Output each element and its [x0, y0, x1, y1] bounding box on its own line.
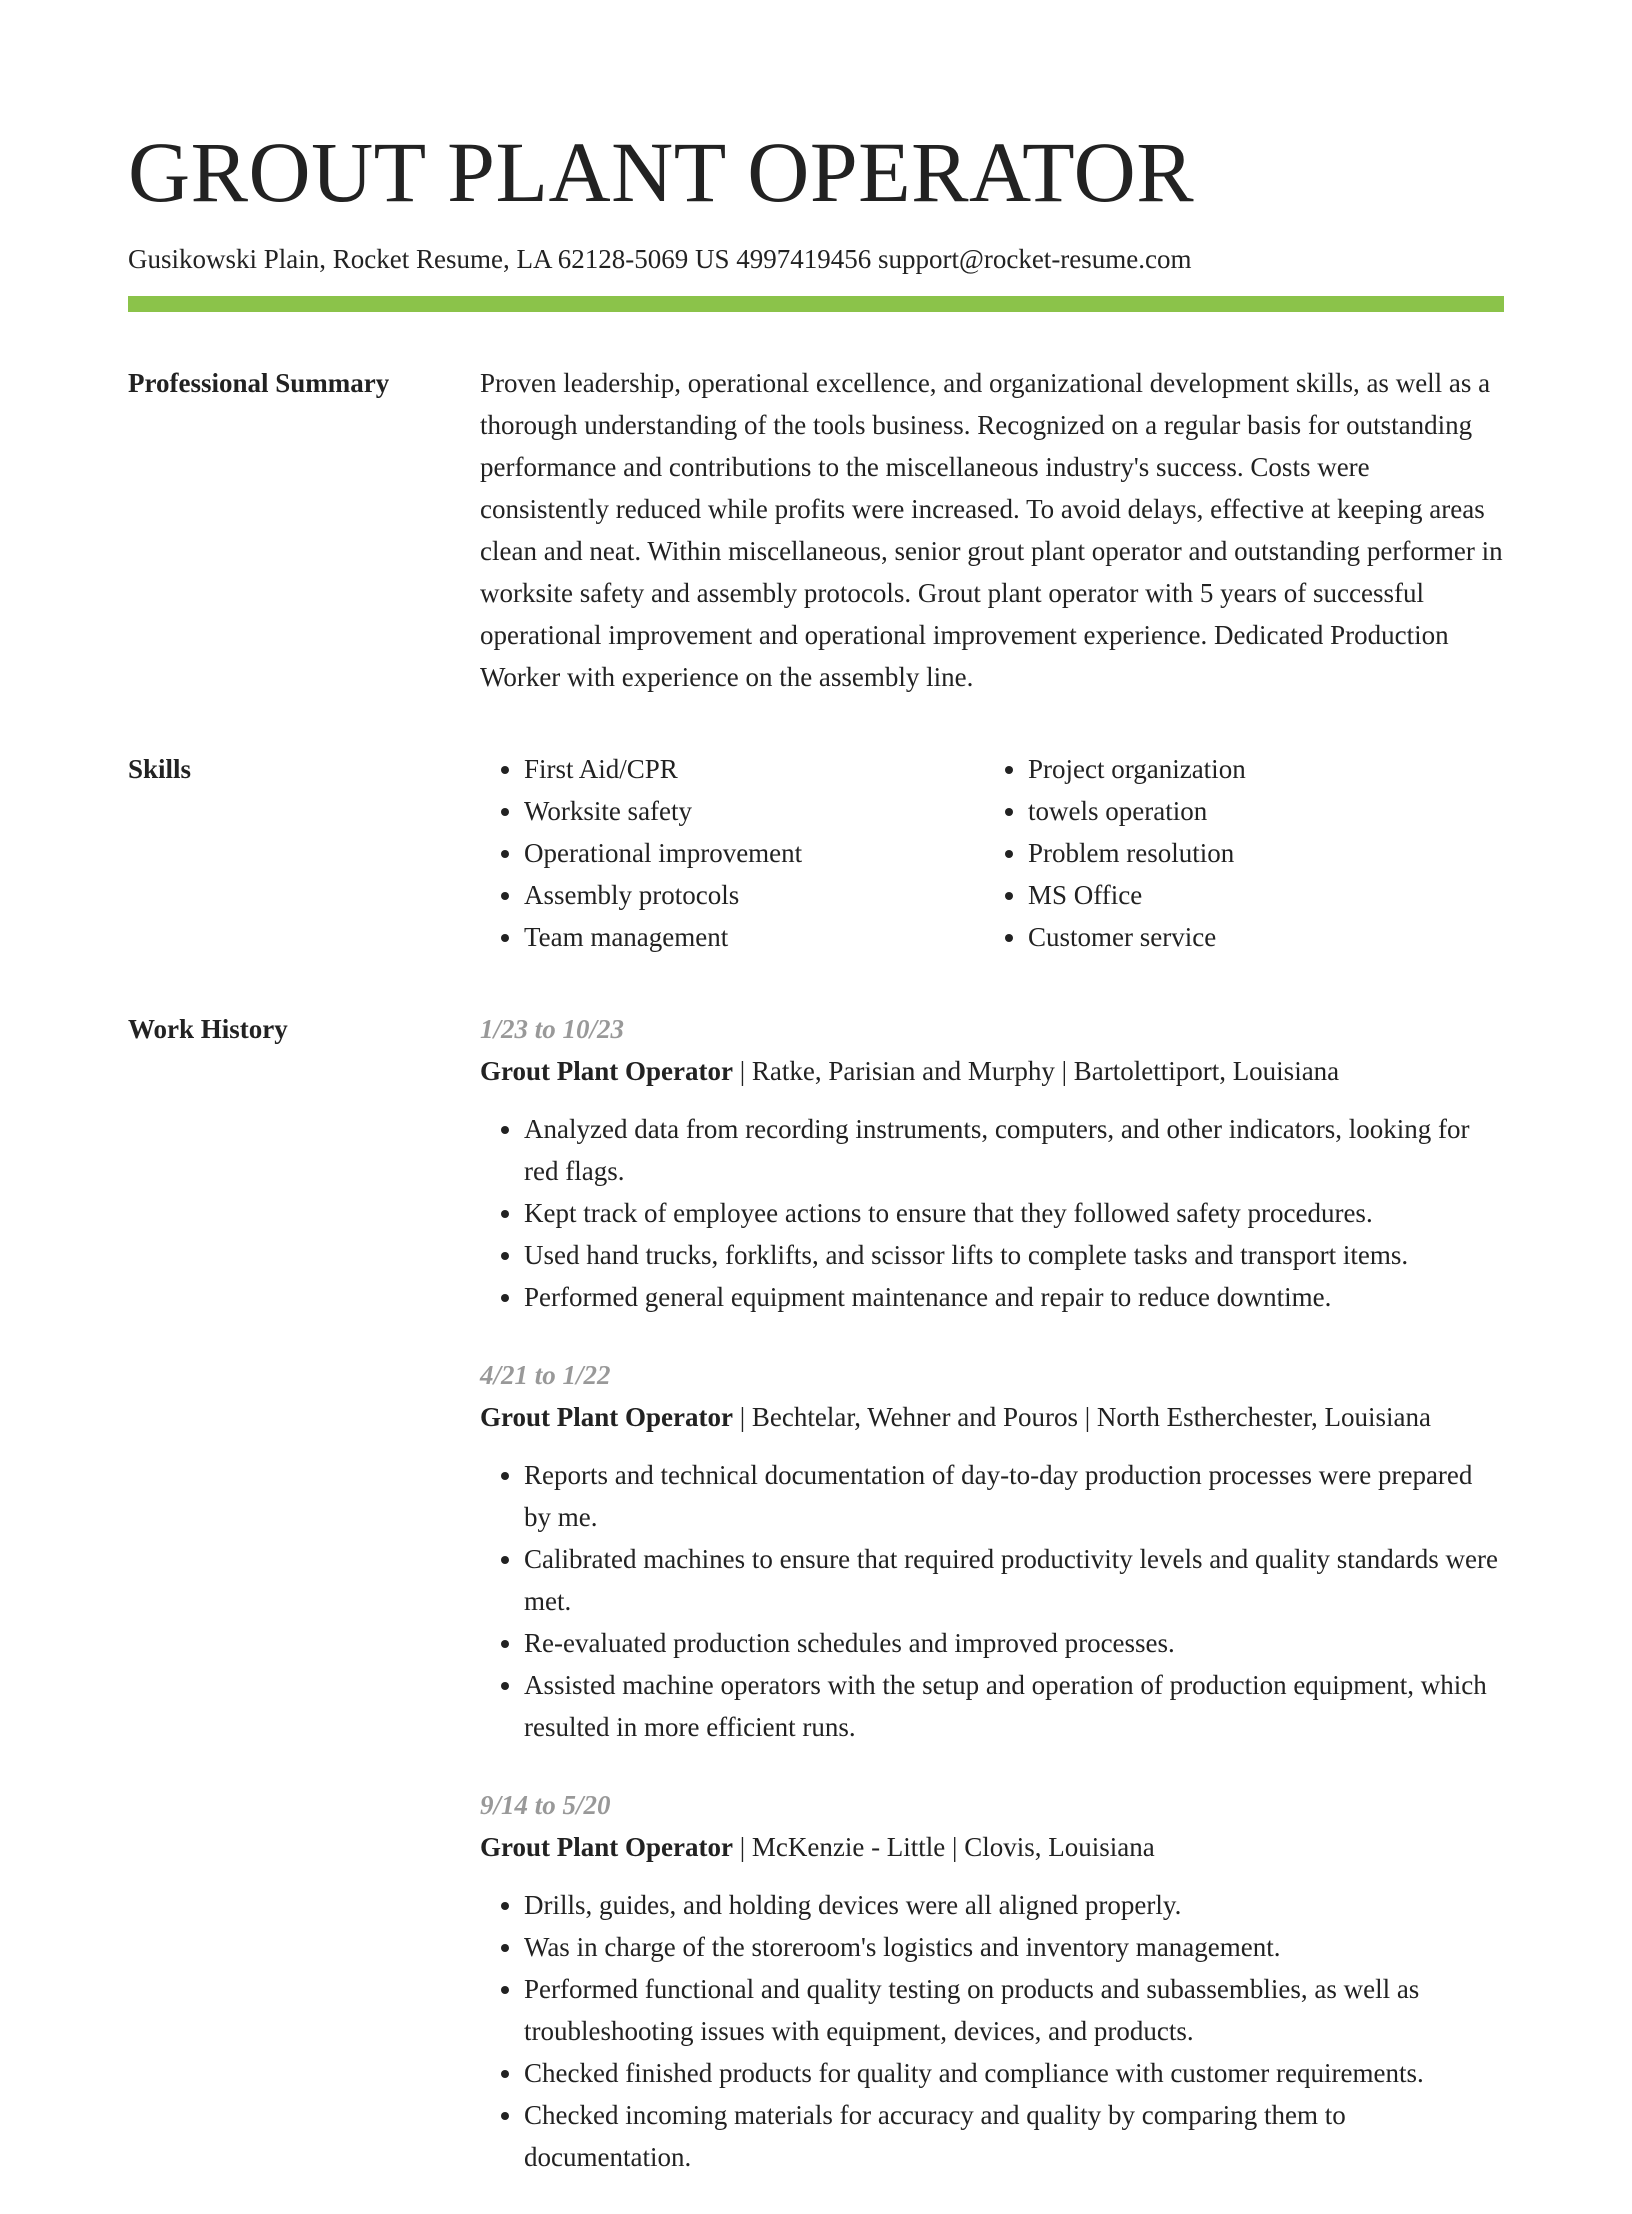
job-role: Grout Plant Operator — [480, 1832, 733, 1862]
job-dates: 9/14 to 5/20 — [480, 1790, 611, 1820]
summary-section — [128, 362, 1504, 698]
skill-item: • Customer service — [1028, 916, 1504, 958]
job-heading — [480, 1050, 1504, 1092]
summary-text: Proven leadership, operational excellence, and organizational development skills, as well as a thorough understanding of the tools business. Recognized on a regular basis for outstanding performance and contributions to the miscellaneous industry's success. Costs were consistently reduced while profits were increased. To avoid delays, effective at keeping areas clean and neat. Within miscellaneous, senior grout plant operator and outstanding performer in worksite safety and assembly protocols. Grout plant operator with 5 years of successful operational improvement and operational improvement experience. Dedicated Production Worker with experience on the assembly line. — [480, 368, 1503, 692]
job-role: Grout Plant Operator — [480, 1056, 733, 1086]
job-bullet: • Was in charge of the storeroom's logistics and inventory management. — [524, 1926, 1504, 1968]
skill-item: • towels operation — [1028, 790, 1504, 832]
job-bullet: • Reports and technical documentation of day-to-day production processes were prepared by me. — [524, 1454, 1504, 1538]
job-bullet: • Checked finished products for quality and compliance with customer requirements. — [524, 2052, 1504, 2094]
job-bullets — [480, 1884, 1504, 2178]
job-bullet: • Performed general equipment maintenance and repair to reduce downtime. — [524, 1276, 1504, 1318]
job-bullet: • Performed functional and quality testing on products and subassemblies, as well as troubleshooting issues with equipment, devices, and products. — [524, 1968, 1504, 2052]
skills-section — [128, 748, 1504, 958]
summary-heading: Professional Summary — [128, 368, 390, 398]
skill-item: • Assembly protocols — [524, 874, 984, 916]
job-bullet: • Kept track of employee actions to ensure that they followed safety procedures. — [524, 1192, 1504, 1234]
job-heading — [480, 1826, 1504, 1868]
skill-item: • First Aid/CPR — [524, 748, 984, 790]
skill-item: • Operational improvement — [524, 832, 984, 874]
skills-list-left — [480, 748, 984, 958]
skill-item: • Worksite safety — [524, 790, 984, 832]
job-dates: 1/23 to 10/23 — [480, 1014, 625, 1044]
job-details: | Ratke, Parisian and Murphy | Bartolettiport, Louisiana — [732, 1056, 1340, 1086]
job-dates: 4/21 to 1/22 — [480, 1360, 611, 1390]
skill-item: • MS Office — [1028, 874, 1504, 916]
job-bullet: • Assisted machine operators with the setup and operation of production equipment, which resulted in more efficient runs. — [524, 1664, 1504, 1748]
accent-divider — [128, 296, 1504, 312]
contact-line: Gusikowski Plain, Rocket Resume, LA 62128-5069 US 4997419456 support@rocket-resume.com — [128, 244, 1192, 274]
work-history-section — [128, 1008, 1504, 2214]
job-entry — [480, 1008, 1504, 1318]
job-bullet: • Analyzed data from recording instruments, computers, and other indicators, looking for red flags. — [524, 1108, 1504, 1192]
job-bullet: • Checked incoming materials for accuracy and quality by comparing them to documentation. — [524, 2094, 1504, 2178]
job-bullet: • Re-evaluated production schedules and improved processes. — [524, 1622, 1504, 1664]
job-bullets — [480, 1108, 1504, 1318]
skills-heading: Skills — [128, 754, 192, 784]
job-details: | McKenzie - Little | Clovis, Louisiana — [732, 1832, 1155, 1862]
skill-item: • Problem resolution — [1028, 832, 1504, 874]
resume-page — [128, 0, 1504, 2214]
job-bullet: • Calibrated machines to ensure that required productivity levels and quality standards were met. — [524, 1538, 1504, 1622]
skill-item: • Project organization — [1028, 748, 1504, 790]
job-entry — [480, 1354, 1504, 1748]
job-bullet: • Drills, guides, and holding devices were all aligned properly. — [524, 1884, 1504, 1926]
job-bullet: • Used hand trucks, forklifts, and scissor lifts to complete tasks and transport items. — [524, 1234, 1504, 1276]
skills-list-right — [984, 748, 1504, 958]
work-history-heading: Work History — [128, 1014, 288, 1044]
job-heading — [480, 1396, 1504, 1438]
skill-item: • Team management — [524, 916, 984, 958]
job-entry — [480, 1784, 1504, 2178]
candidate-title: GROUT PLANT OPERATOR — [128, 124, 1195, 220]
job-details: | Bechtelar, Wehner and Pouros | North Estherchester, Louisiana — [732, 1402, 1431, 1432]
job-bullets — [480, 1454, 1504, 1748]
job-role: Grout Plant Operator — [480, 1402, 733, 1432]
